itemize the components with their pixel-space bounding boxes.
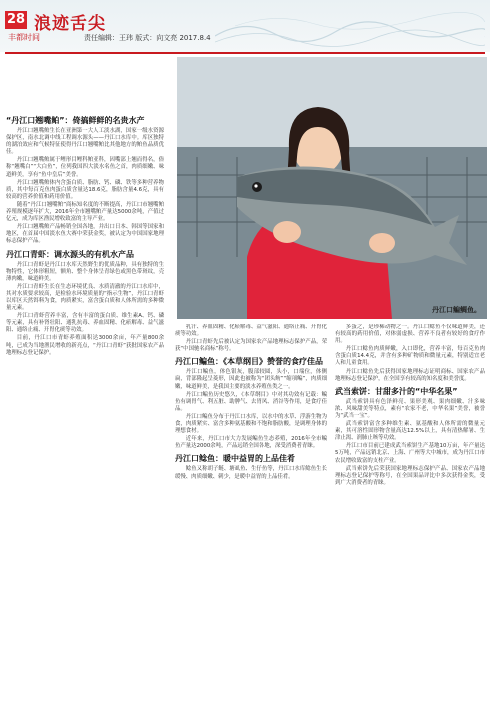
paragraph: 丹江口鲶鱼先后获得国家地理标志证明商标、国家农产品地理标志登记保护，在全国享有较高的知名度和美誉度。	[335, 368, 485, 382]
paragraph: 鲶鱼又称胡子鲢、塘虱鱼、生仔鱼等，丹江口水库鲶鱼生长缓慢、肉质细嫩、刺少，是暖中益胃的上品佳肴。	[175, 466, 327, 480]
header-rule	[5, 52, 485, 54]
editor-meta: 责任编辑：王玮 版式：向文亮 2017.8.4	[84, 34, 211, 42]
woman-holding-fish-illustration	[177, 57, 487, 319]
paragraph: 丹江口鳊鱼分布于丹江口水库，以水中的水草、浮游生物为食，肉质紧实、富含多种氨基酸和不饱和脂肪酸，是调理身体的理想食材。	[175, 413, 327, 435]
paragraph: 丹江口鳊鱼历史悠久，《本草纲目》中对其功效有记载：鳊鱼有调胃气、利五脏、助脾气、去胃风、消谷等作用，是食疗佳品。	[175, 391, 327, 412]
section-title-bianyu: 丹江口鳊鱼：《本草纲目》赞誉的食疗佳品	[175, 357, 323, 367]
page-number: 28	[6, 12, 26, 27]
paragraph: 丹江口青虾是丹江口水库天然野生的优质品种，具有独特的生物特性，它体形粗短，额角、整个身体呈青绿色或黑色带斑纹，壳薄肉嫩，味道鲜美。	[6, 261, 164, 282]
paragraph: 丹江口翘嘴鲌体内含蛋白质、脂肪、钙、磷、铁等多种营养物质，其中每百克鱼肉蛋白质含量达18.6克，脂肪含量4.6克，具有较高的营养价值和药用价值。	[6, 179, 164, 200]
paragraph: 武当索饼具有色泽鲜亮、果形美观、果肉细嫩、汁多味浓、风味甜美等特点，素有“农家不老，中华名果”美誉，被誉为“武当一宝”。	[335, 398, 485, 419]
header-wave-decoration	[215, 8, 485, 48]
paragraph: 随着“丹江口翘嘴鲌”商标知名度的不断提高，丹江口市翘嘴鲌养殖规模逐年扩大，2016年全市翘嘴鲌产量达5000余吨，产值过亿元，成为库区渔民增收致富的主导产业。	[6, 201, 164, 223]
paragraph: 丹江口鳊鱼，体色银灰，腹部较圆，头小，口端位，体侧扁，背部隆起呈菱形，因此也被称为“团头鲂”“缩项鳊”，肉质细嫩，味道鲜美，是我国主要的淡水养殖鱼类之一。	[175, 369, 327, 390]
paragraph: 丹江口市目前已建成武当索饼生产基地10万亩，年产量达5万吨，产品远销北京、上海、广州等大中城市，成为丹江口市农民增收致富的支柱产业。	[335, 443, 485, 464]
feature-photo	[177, 57, 487, 319]
paragraph: 丹江口青虾先后被认定为国家农产品地理标志保护产品，荣获“中国驰名商标”称号。	[175, 339, 327, 353]
article-column-left	[6, 112, 164, 700]
paragraph: 目前，丹江口市青虾养殖面积达3000余亩，年产量800余吨，已成为当地渔民增收的新亮点，“丹江口青虾”获批国家农产品地理标志登记保护。	[6, 335, 164, 356]
section-title-qingxia: 丹江口青虾：调水源头的有机水产品	[6, 249, 134, 259]
section-title-nianyu: 丹江口鲶鱼：暖中益胃的上品佳肴	[175, 454, 295, 464]
section-title-wudang: 武当索饼：甘甜多汁的“中华名果”	[335, 386, 458, 396]
column-brand: 浪迹舌尖	[34, 14, 106, 34]
paragraph: 武当索饼富含多种维生素、氨基酸和人体所需的微量元素，其可溶性固形物含量高达12.5%以上，具有清热解暑、生津止渴、润肺止咳等功效。	[335, 421, 485, 442]
section-title-qiaozuibo: “丹江口翘嘴鲌”：倚搞鲜鲜的名贵水产	[6, 116, 145, 125]
paragraph: 丹江口鲶鱼肉质鲜嫩，入口即化，营养丰富，每百克鱼肉含蛋白质14.4克，并含有多种矿物质和微量元素，特别适宜老人和儿童食用。	[335, 346, 485, 367]
article-column-middle	[175, 324, 327, 700]
paragraph: 丹江口青虾生长在生态环境优良、水质清澈的丹江口水库中，其对水质要求较高，是检验水环境质量的“指示生物”，丹江口青虾以库区天然饵料为食，肉质紧实，富含蛋白质和人体所需的多种微量元素。	[6, 283, 164, 312]
article-column-right	[335, 324, 485, 700]
photo-caption: 丹江口鳊鲷鱼。	[432, 306, 481, 314]
sub-brand: 丰都时间	[8, 33, 40, 42]
paragraph: 丹江口翘嘴鲌属于鲤形目鲤科鲌亚科，因嘴部上翘而得名，俗称“翘嘴白”“大白鱼”，位列我国四大淡水名鱼之首，肉质细嫩、味道鲜美，享有“鱼中皇后”美誉。	[6, 157, 164, 178]
paragraph: 多蛋之，是珍稀动物之一。丹江口鲶鱼不仅味道鲜美，还有较高的药用价值，对体弱虚损、营养不良者有较好的食疗作用。	[335, 324, 485, 345]
paragraph: 近年来，丹江口市大力发展鳊鱼生态养殖，2016年全市鳊鱼产量达2000余吨，产品远销全国各地，深受消费者青睐。	[175, 436, 327, 450]
paragraph: 丹江口青虾营养丰富，含有丰富的蛋白质、维生素A、钙、磷等元素，具有补肾壮阳、通乳抗毒、养血固精、化瘀解毒、益气滋阳、通络止痛、开胃化痰等功效。	[6, 313, 164, 334]
paragraph: 武当索饼先后荣获国家地理标志保护产品、国家农产品地理标志登记保护等称号，在全国果品评比中多次获得金奖，受到广大消费者的青睐。	[335, 465, 485, 486]
paragraph: 乳汁、养血固精、化瘀解毒、益气滋阳、通络止痛、开胃化痰等功效。	[175, 324, 327, 338]
paragraph: 丹江口翘嘴鲌产品畅销全国各地，并出口日本、韩国等国家和地区，在首届中国淡水鱼大赛中荣获金奖，被认定为中国国家地理标志保护产品。	[6, 224, 164, 245]
page-header	[0, 0, 490, 52]
paragraph: 丹江口翘嘴鲌生长在亚洲第一大人工淡水湖，国家一级水资源保护区，南水北调中线工程调水源头——丹江口水库中。库区独特的湖泊效应和气候特征使得丹江口翘嘴鲌比其他地方的鲌鱼品质优佳。	[6, 128, 164, 156]
